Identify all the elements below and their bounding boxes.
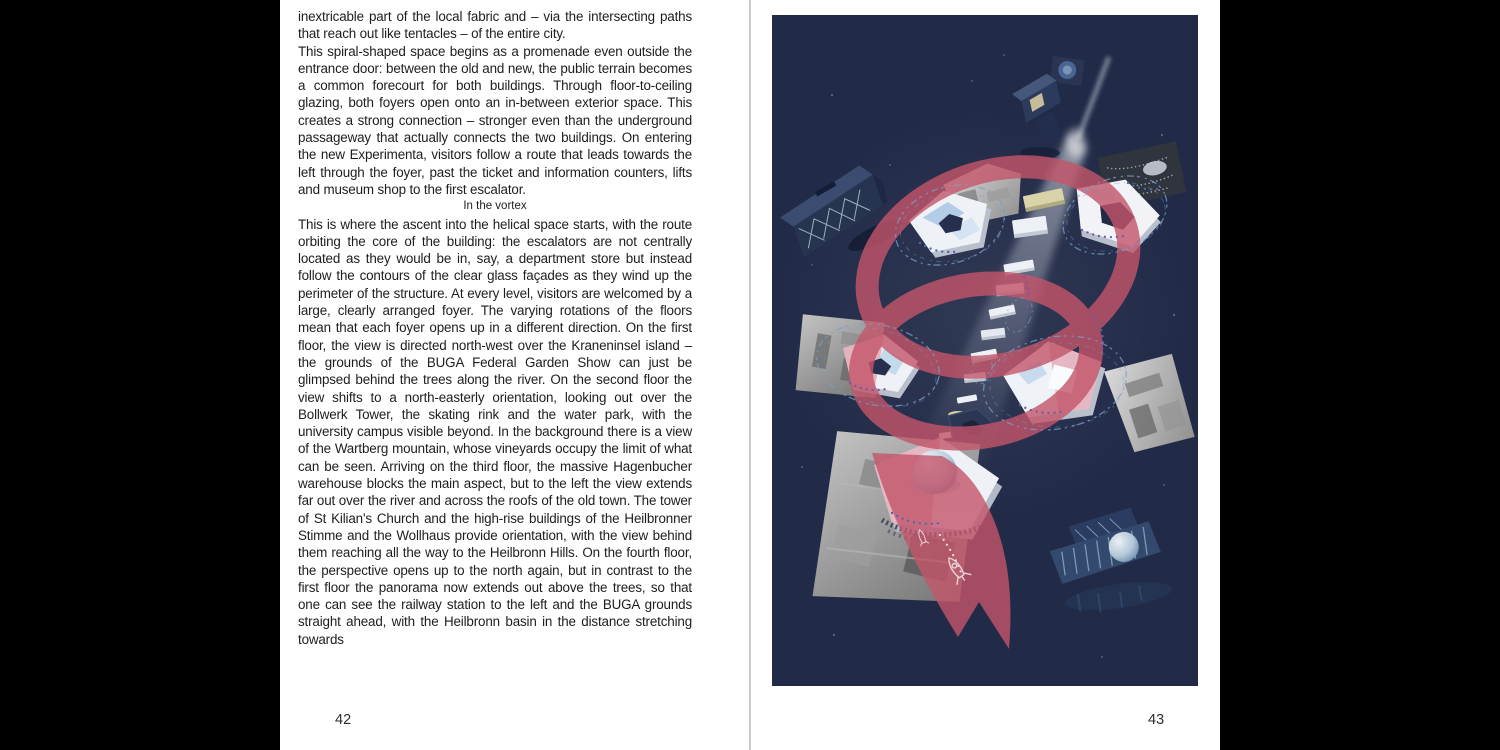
paragraph-promenade: This spiral-shaped space begins as a promenade even outside the entrance door: between the old and new, the public terrain becomes a common forecourt for both buildings. Through floor-to-ceiling glazing, both foyers open onto an in-between exterior space. This creates a strong connection – stronger even than the underground passageway that actually connects the two buildings. On entering the new Experimenta, visitors follow a route that leads towards the left through the foyer, past the ticket and information counters, lifts and museum shop to the first escalator. <box>298 43 692 197</box>
vortex-illustration <box>772 15 1198 686</box>
page-number-43: 43 <box>1148 712 1165 728</box>
left-page-text-column <box>298 8 692 648</box>
paragraph-continuation: inextricable part of the local fabric and – via the intersecting paths that reach out like tentacles – of the entire city. <box>298 9 692 42</box>
book-spread <box>280 0 1220 750</box>
page-gutter-line <box>749 0 751 750</box>
section-heading: In the vortex <box>463 200 527 213</box>
page-number-42: 42 <box>335 712 352 728</box>
paragraph-vortex: This is where the ascent into the helical space starts, with the route orbiting the core of the building: the escalators are not centrally located as they would be in, say, a department store but instead follow the contours of the clear glass façades as they wind up the perimeter of the structure. At every level, visitors are welcomed by a large, clearly arranged foyer. The varying rotations of the floors mean that each foyer opens up in a different direction. On the first floor, the view is directed north-west over the Kraneninsel island – the grounds of the BUGA Federal Garden Show can just be glimpsed behind the trees along the river. On the second floor the view shifts to a north-easterly orientation, looking out over the Bollwerk Tower, the skating rink and the water park, with the university campus visible beyond. In the background there is a view of the Wartberg mountain, whose vineyards occupy the limit of what can be seen. Arriving on the third floor, the massive Hagenbucher warehouse blocks the main aspect, but to the left the view extends far out over the river and across the roofs of the old town. The tower of St Kilian's Church and the high-rise buildings of the Heilbronner Stimme and the Wollhaus provide orientation, with the view behind them reaching all the way to the Heilbronn Hills. On the fourth floor, the perspective opens up to the north again, but in contrast to the first floor the panorama now extends out above the trees, so that one can see the railway station to the left and the BUGA grounds straight ahead, with the Heilbronn basin in the distance stretching towards <box>298 216 692 647</box>
